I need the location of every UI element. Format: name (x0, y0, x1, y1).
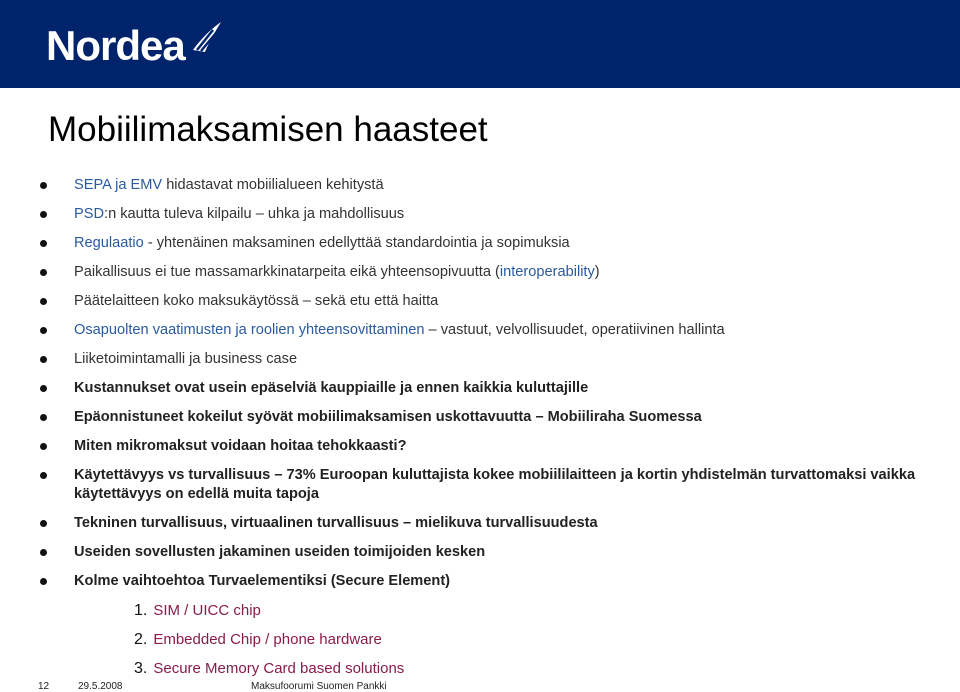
secure-element-options (134, 601, 404, 688)
header-bar (0, 0, 960, 88)
keyword: PSD (74, 206, 105, 222)
list-item (40, 379, 940, 398)
list-item (40, 176, 940, 195)
option-text: SIM / UICC chip (153, 602, 261, 619)
list-item (40, 514, 940, 533)
list-item (40, 234, 940, 253)
list-item (40, 408, 940, 427)
keyword: Regulaatio (74, 235, 144, 251)
footer-event: Maksufoorumi Suomen Pankki (251, 681, 387, 692)
list-item (40, 543, 940, 562)
item-text: ) (594, 264, 600, 280)
list-item (40, 321, 940, 340)
item-text: hidastavat mobiilialueen kehitystä (162, 177, 384, 193)
item-text: Kustannukset ovat usein epäselviä kauppiaille ja ennen kaikkia kuluttajille (74, 380, 589, 396)
list-item (40, 263, 940, 282)
item-text: Useiden sovellusten jakaminen useiden toimijoiden kesken (74, 544, 486, 560)
slide-title: Mobiilimaksamisen haasteet (48, 110, 488, 149)
item-text: Kolme vaihtoehtoa Turvaelementiksi (Secure Element) (74, 573, 451, 589)
item-text: Käytettävyys vs turvallisuus – 73% Euroopan kuluttajista kokee mobiililaitteen ja kortin yhdistelmän turvattomaksi vaikka käytettävyys on edellä muita tapoja (74, 467, 916, 502)
page-number: 12 (38, 681, 50, 692)
list-item (40, 466, 940, 504)
list-item (40, 292, 940, 311)
list-item (40, 572, 940, 591)
sail-icon (189, 20, 225, 54)
keyword: interoperability (499, 264, 595, 280)
item-text: Miten mikromaksut voidaan hoitaa tehokkaasti? (74, 438, 407, 454)
option-number: 1. (134, 602, 148, 619)
option-text: Secure Memory Card based solutions (153, 660, 405, 677)
keyword: Osapuolten vaatimusten ja roolien yhteensovittaminen (74, 322, 425, 338)
item-text: Epäonnistuneet kokeilut syövät mobiilimaksamisen uskottavuutta – Mobiiliraha Suomessa (74, 409, 702, 425)
item-text: - yhtenäinen maksaminen edellyttää standardointia ja sopimuksia (143, 235, 570, 251)
option-item (134, 659, 404, 679)
list-item (40, 437, 940, 456)
item-text: Tekninen turvallisuus, virtuaalinen turvallisuus – mielikuva turvallisuudesta (74, 515, 598, 531)
keyword: SEPA ja EMV (74, 177, 163, 193)
option-number: 2. (134, 631, 148, 648)
item-text: :n kautta tuleva kilpailu – uhka ja mahdollisuus (104, 206, 405, 222)
option-text: Embedded Chip / phone hardware (153, 631, 382, 648)
nordea-logo (46, 20, 225, 72)
option-number: 3. (134, 660, 148, 677)
list-item (40, 205, 940, 224)
challenge-list (40, 176, 940, 601)
footer-date: 29.5.2008 (78, 681, 123, 692)
list-item (40, 350, 940, 369)
option-item (134, 630, 404, 650)
option-item (134, 601, 404, 621)
item-text: Paikallisuus ei tue massamarkkinatarpeita eikä yhteensopivuutta ( (74, 264, 500, 280)
item-text: Päätelaitteen koko maksukäytössä – sekä etu että haitta (74, 293, 439, 309)
item-text: – vastuut, velvollisuudet, operatiivinen hallinta (424, 322, 725, 338)
logo-text: Nordea (46, 22, 185, 69)
item-text: Liiketoimintamalli ja business case (74, 351, 298, 367)
